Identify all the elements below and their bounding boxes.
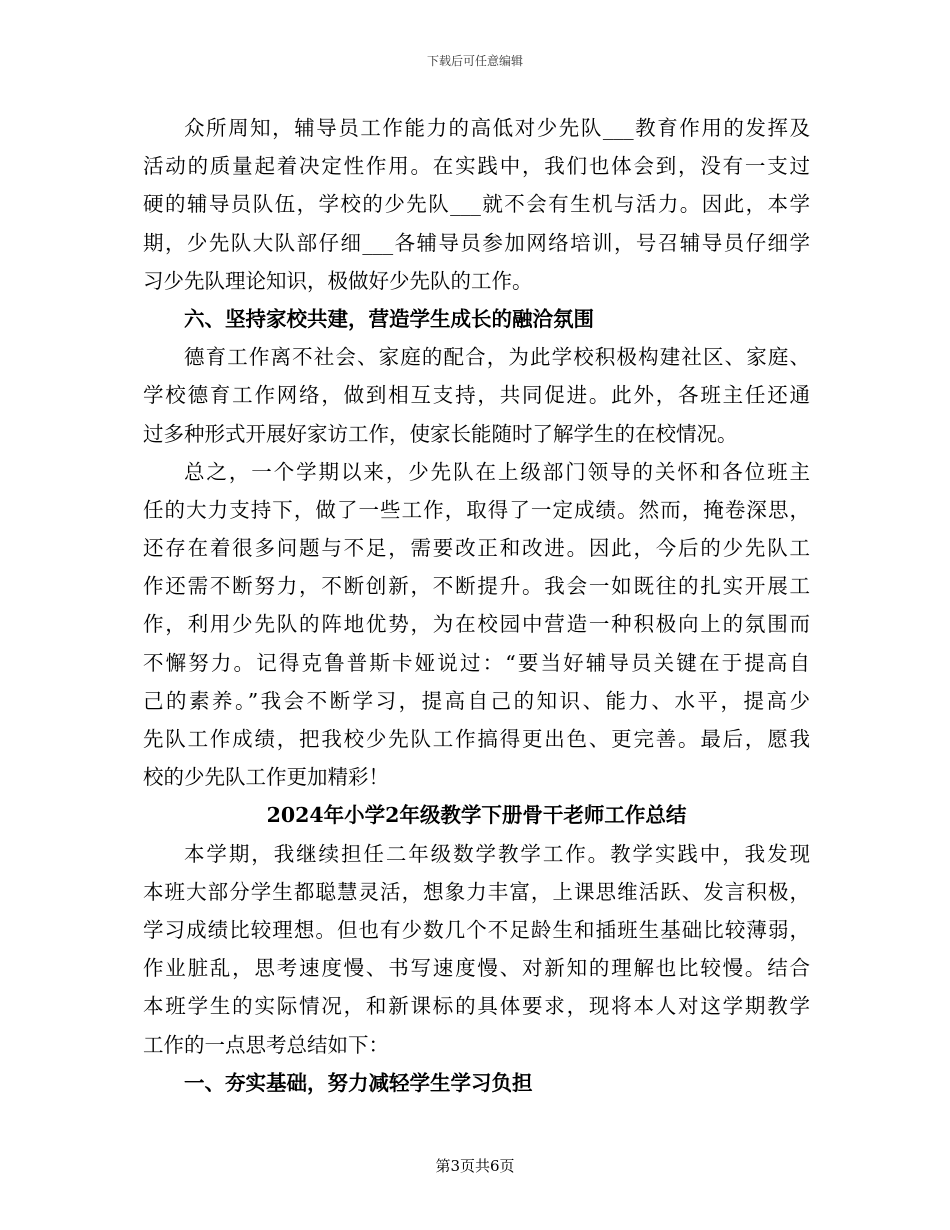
text-line: 本学期，我继续担任二年级数学教学工作。教学实践中，我发现	[184, 841, 810, 866]
section-heading-6: 六、坚持家校共建，营造学生成长的融洽氛围	[184, 306, 594, 331]
text-line: 习少先队理论知识，极做好少先队的工作。	[143, 268, 533, 293]
text-line: 过多种形式开展好家访工作，使家长能随时了解学生的在校情况。	[143, 421, 738, 446]
page-number: 第3页共6页	[435, 1157, 515, 1175]
text-line: 作还需不断努力，不断创新，不断提升。我会一如既往的扎实开展工	[143, 574, 810, 599]
paragraph-home-school	[143, 338, 810, 453]
page-header-note: 下载后可任意编辑	[426, 54, 523, 68]
text-line: 活动的质量起着决定性作用。在实践中，我们也体会到，没有一支过	[143, 154, 810, 179]
document-body	[143, 109, 810, 1102]
text-line: 本班学生的实际情况，和新课标的具体要求，现将本人对这学期教学	[143, 994, 810, 1019]
text-line: 作，利用少先队的阵地优势，为在校园中营造一种积极向上的氛围而	[143, 612, 810, 637]
text-line: 工作的一点思考总结如下：	[143, 1032, 389, 1057]
text-line: 校的少先队工作更加精彩！	[143, 765, 389, 790]
text-line: 己的素养。”我会不断学习，提高自己的知识、能力、水平，提高少	[143, 688, 810, 713]
paragraph-counselor	[143, 109, 810, 300]
document-title: 2024年小学2年级教学下册骨干老师工作总结	[266, 803, 687, 828]
paragraph-intro	[143, 835, 810, 1064]
section-heading-1: 一、夯实基础，努力减轻学生学习负担	[184, 1070, 533, 1095]
text-line: 众所周知，辅导员工作能力的高低对少先队___教育作用的发挥及	[184, 116, 810, 140]
text-line: 硬的辅导员队伍，学校的少先队___就不会有生机与活力。因此，本学	[143, 192, 810, 217]
text-line: 还存在着很多问题与不足，需要改正和改进。因此，今后的少先队工	[143, 536, 810, 561]
paragraph-conclusion	[143, 453, 810, 797]
text-line: 本班大部分学生都聪慧灵活，想象力丰富，上课思维活跃、发言积极，	[143, 879, 810, 904]
text-line: 学习成绩比较理想。但也有少数几个不足龄生和插班生基础比较薄弱，	[143, 917, 810, 942]
text-line: 德育工作离不社会、家庭的配合，为此学校积极构建社区、家庭、	[184, 345, 810, 370]
text-line: 期，少先队大队部仔细___各辅导员参加网络培训，号召辅导员仔细学	[143, 230, 810, 255]
text-line: 作业脏乱，思考速度慢、书写速度慢、对新知的理解也比较慢。结合	[143, 956, 810, 981]
text-line: 不懈努力。记得克鲁普斯卡娅说过：“要当好辅导员关键在于提高自	[143, 650, 810, 675]
text-line: 学校德育工作网络，做到相互支持，共同促进。此外，各班主任还通	[143, 383, 810, 408]
text-line: 总之，一个学期以来，少先队在上级部门领导的关怀和各位班主	[184, 459, 810, 484]
text-line: 任的大力支持下，做了一些工作，取得了一定成绩。然而，掩卷深思，	[143, 497, 810, 522]
text-line: 先队工作成绩，把我校少先队工作搞得更出色、更完善。最后，愿我	[143, 727, 810, 751]
